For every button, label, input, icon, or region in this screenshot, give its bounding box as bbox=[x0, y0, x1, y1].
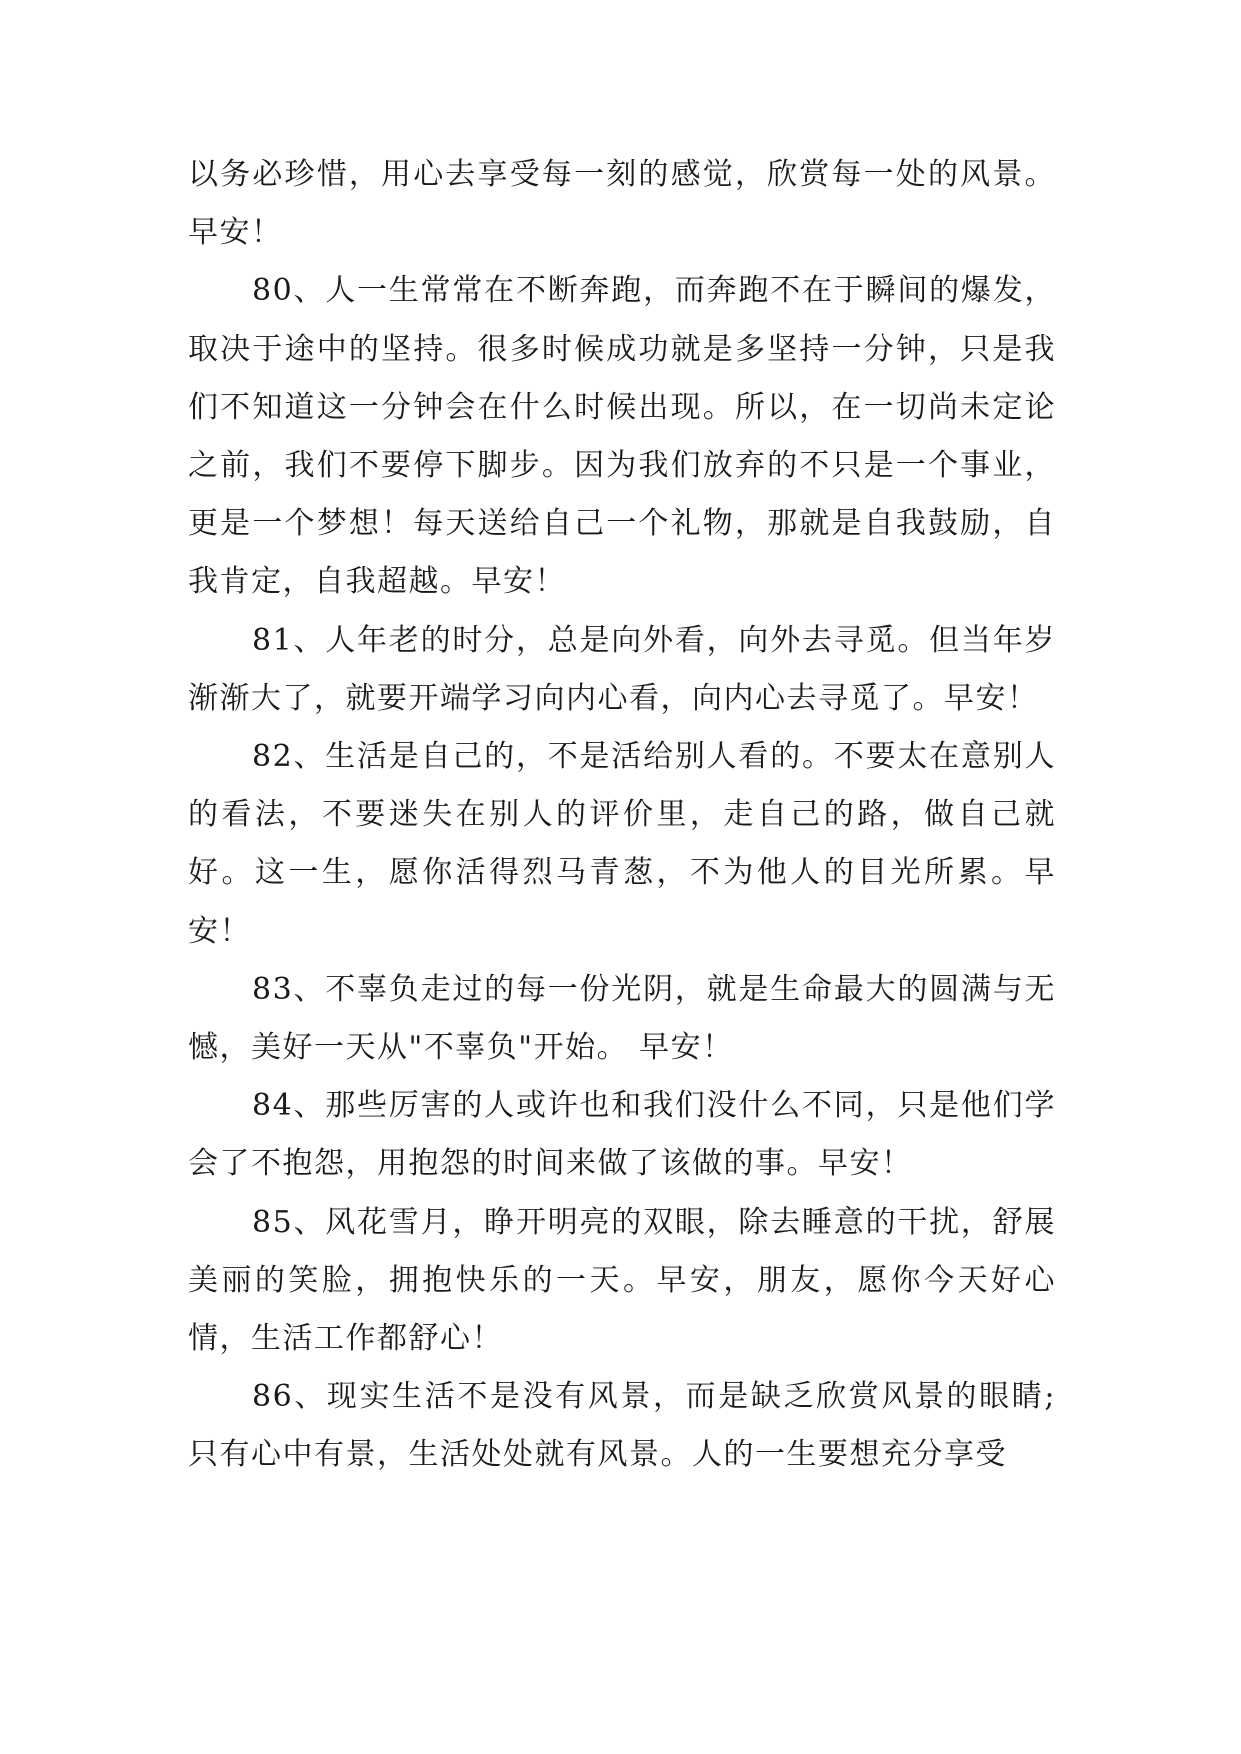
paragraph-80: 80、人一生常常在不断奔跑，而奔跑不在于瞬间的爆发，取决于途中的坚持。很多时候成功就是多坚持一分钟，只是我们不知道这一分钟会在什么时候出现。所以，在一切尚未定论之前，我们不要停下脚步。因为我们放弃的不只是一个事业，更是一个梦想！每天送给自己一个礼物，那就是自我鼓励，自我肯定，自我超越。早安！ bbox=[188, 273, 1056, 600]
paragraph-84: 84、那些厉害的人或许也和我们没什么不同，只是他们学会了不抱怨，用抱怨的时间来做了该做的事。早安！ bbox=[188, 1088, 1056, 1182]
document-body bbox=[188, 146, 1056, 1485]
paragraph-85: 85、风花雪月，睁开明亮的双眼，除去睡意的干扰，舒展美丽的笑脸，拥抱快乐的一天。早安，朋友，愿你今天好心情，生活工作都舒心！ bbox=[188, 1204, 1056, 1357]
paragraph-81: 81、人年老的时分，总是向外看，向外去寻觅。但当年岁渐渐大了，就要开端学习向内心看，向内心去寻觅了。早安！ bbox=[188, 622, 1056, 716]
paragraph-83: 83、不辜负走过的每一份光阴，就是生命最大的圆满与无憾，美好一天从"不辜负"开始。 早安！ bbox=[188, 971, 1056, 1066]
paragraph-82: 82、生活是自己的，不是活给别人看的。不要太在意别人的看法，不要迷失在别人的评价里，走自己的路，做自己就好。这一生，愿你活得烈马青葱，不为他人的目光所累。早安！ bbox=[188, 739, 1056, 949]
paragraph-86: 86、现实生活不是没有风景，而是缺乏欣赏风景的眼睛;只有心中有景，生活处处就有风景。人的一生要想充分享受 bbox=[188, 1379, 1056, 1473]
paragraph-continued: 以务必珍惜，用心去享受每一刻的感觉，欣赏每一处的风景。早安！ bbox=[188, 157, 1056, 251]
